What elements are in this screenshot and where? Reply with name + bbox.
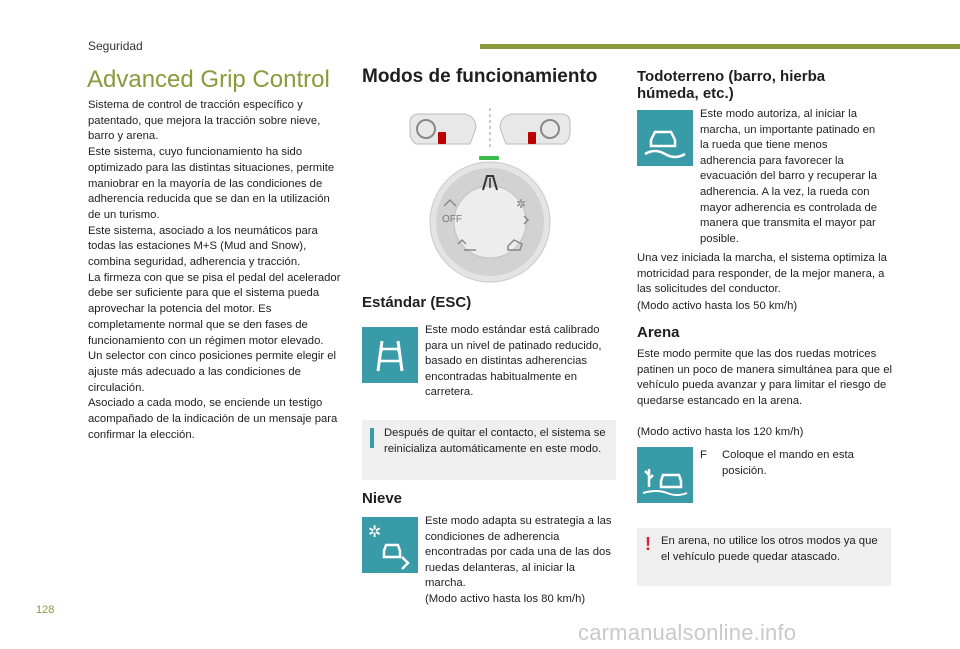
page-title: Advanced Grip Control — [87, 66, 330, 93]
svg-text:✲: ✲ — [516, 197, 527, 211]
sand-note: (Modo activo hasta los 120 km/h) — [637, 426, 804, 438]
offroad-mode-icon — [637, 110, 693, 166]
bullet-marker: F — [700, 449, 707, 461]
offroad-heading: Todoterreno (barro, hierba húmeda, etc.) — [637, 68, 826, 102]
selector-dial-icon — [404, 104, 576, 284]
snow-mode-icon — [362, 517, 418, 573]
offroad-note: (Modo activo hasta los 50 km/h) — [637, 300, 798, 312]
snow-text: Este modo adapta su estrategia a las condiciones de adherencia encontradas por cada una de las dos ruedas delanteras, al iniciar la marcha. — [425, 515, 612, 590]
intro-paragraph: Asociado a cada modo, se enciende un testigo acompañado de la indicación de un mensaje para confirmar la elección. — [88, 397, 338, 441]
intro-text — [88, 98, 342, 443]
sand-text: Este modo permite que las dos ruedas motrices patinen un poco de manera simultánea para que el vehículo pueda avanzar y para limitar el riesgo de quedarse estancado en la arena. — [637, 348, 892, 407]
info-note-text: Después de quitar el contacto, el sistema se reinicializa automáticamente en este modo. — [384, 427, 606, 455]
watermark: carmanualsonline.info — [578, 620, 797, 645]
snow-heading: Nieve — [362, 490, 403, 507]
standard-text: Este modo estándar está calibrado para un nivel de patinado reducido, basado en distintas adherencias encontradas habitualmente en carretera. — [425, 324, 602, 399]
modes-heading: Modos de funcionamiento — [362, 66, 598, 87]
svg-text:OFF: OFF — [442, 214, 462, 225]
svg-text:✲: ✲ — [368, 522, 382, 541]
intro-paragraph: Este sistema, asociado a los neumáticos para todas las estaciones M+S (Mud and Snow), combina seguridad, adherencia y tracción. — [88, 224, 318, 269]
sand-heading: Arena — [637, 324, 680, 341]
standard-heading: Estándar (ESC) — [362, 294, 472, 311]
intro-paragraph: Sistema de control de tracción específico y patentado, que mejora la tracción sobre nieve, barro y arena. — [88, 99, 321, 143]
intro-paragraph: La firmeza con que se pisa el pedal del acelerador debe ser suficiente para que el sistema pueda aprovechar la potencia del motor. Es completamente normal que se den fases de funcionamiento con un régimen motor elevado. — [88, 271, 341, 347]
section-label: Seguridad — [88, 39, 143, 53]
warning-icon: ! — [645, 534, 651, 554]
sand-mode-icon — [637, 447, 693, 503]
offroad-text: Este modo autoriza, al iniciar la marcha, un importante patinado en la rueda que tiene menos adherencia para favorecer la evacuación del barro y recuperar la adherencia. A la vez, la rueda con mayor adherencia es controlada de manera que transmita el mayor par posible. — [700, 108, 878, 245]
header-rule — [480, 44, 960, 49]
intro-paragraph: Un selector con cinco posiciones permite elegir el ajuste más adecuado a las condiciones de circulación. — [88, 350, 337, 394]
info-note-box — [362, 420, 616, 480]
road-icon — [362, 327, 418, 383]
info-icon — [370, 428, 374, 448]
selector-illustration — [404, 104, 576, 284]
sand-instruction: Coloque el mando en esta posición. — [722, 449, 854, 477]
page-number: 128 — [36, 604, 55, 616]
snow-note: (Modo activo hasta los 80 km/h) — [425, 593, 586, 605]
intro-paragraph: Este sistema, cuyo funcionamiento ha sido optimizado para las distintas situaciones, permite maniobrar en la mayoría de las condiciones de adherencia reducida que se dan en la utilización de un turismo. — [88, 146, 335, 221]
warning-box — [637, 528, 891, 586]
warning-text: En arena, no utilice los otros modos ya que el vehículo puede quedar atascado. — [661, 535, 878, 563]
offroad-text-2: Una vez iniciada la marcha, el sistema optimiza la motricidad para responder, de la mejor manera, a las solicitudes del conductor. — [637, 252, 887, 296]
